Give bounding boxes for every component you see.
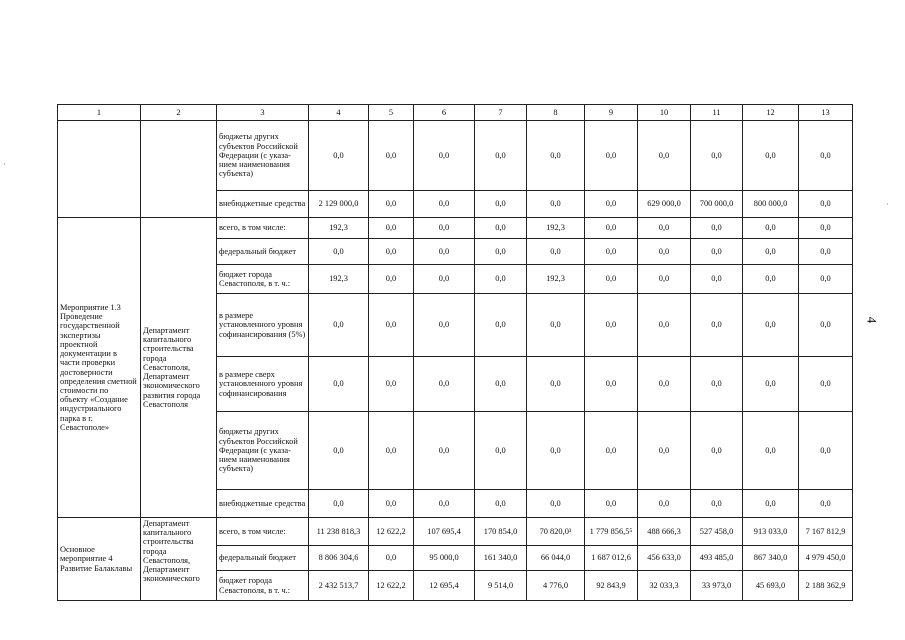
- measure-name-cell: Мероприятие 1.3 Проведение государственной экспертизы проектной документации в части проверки достоверности определения сметной стоимости по объекту «Создание индустриального парка в г. Севастополе»: [58, 218, 141, 518]
- value-cell: 0,0: [369, 294, 414, 357]
- value-cell: 0,0: [691, 412, 743, 490]
- measure-cell-empty: [58, 121, 141, 218]
- value-cell: 493 485,0: [691, 546, 743, 571]
- col-header: 1: [58, 105, 141, 121]
- measure-name-cell: Основное мероприятие 4 Развитие Балаклавы: [58, 518, 141, 601]
- value-cell: 527 458,0: [691, 518, 743, 546]
- value-cell: 0,0: [638, 218, 691, 239]
- value-cell: 0,0: [691, 218, 743, 239]
- value-cell: 0,0: [743, 412, 799, 490]
- value-cell: 0,0: [475, 121, 527, 191]
- value-cell: 1 687 012,6: [585, 546, 638, 571]
- value-cell: 0,0: [414, 412, 475, 490]
- value-cell: 0,0: [527, 239, 585, 265]
- value-cell: 1 779 856,5⁵: [585, 518, 638, 546]
- value-cell: 0,0: [414, 218, 475, 239]
- value-cell: 33 973,0: [691, 571, 743, 601]
- col-header: 10: [638, 105, 691, 121]
- table-row: [58, 518, 853, 546]
- executor-cell: Департамент капитального строительства города Севастополя, Департамент экономического: [141, 518, 217, 601]
- value-cell: 12 622,2: [369, 571, 414, 601]
- value-cell: 0,0: [691, 121, 743, 191]
- col-header: 2: [141, 105, 217, 121]
- source-cell: бюджет города Севастополя, в т. ч.:: [217, 265, 309, 294]
- value-cell: 0,0: [414, 239, 475, 265]
- value-cell: 192,3: [309, 218, 369, 239]
- value-cell: 0,0: [309, 490, 369, 518]
- value-cell: 800 000,0: [743, 191, 799, 218]
- scan-speck: ·: [3, 160, 6, 169]
- page-number: 4: [864, 316, 880, 324]
- value-cell: 0,0: [799, 490, 853, 518]
- source-cell: бюджет города Севастополя, в т. ч.:: [217, 571, 309, 601]
- value-cell: 0,0: [585, 490, 638, 518]
- value-cell: 0,0: [743, 239, 799, 265]
- value-cell: 0,0: [638, 490, 691, 518]
- col-header: 13: [799, 105, 853, 121]
- value-cell: 192,3: [527, 218, 585, 239]
- value-cell: 0,0: [585, 294, 638, 357]
- source-cell: федеральный бюджет: [217, 546, 309, 571]
- value-cell: 0,0: [691, 357, 743, 412]
- value-cell: 0,0: [638, 121, 691, 191]
- value-cell: 2 432 513,7: [309, 571, 369, 601]
- value-cell: 0,0: [638, 357, 691, 412]
- value-cell: 488 666,3: [638, 518, 691, 546]
- value-cell: 0,0: [309, 121, 369, 191]
- value-cell: 0,0: [691, 490, 743, 518]
- col-header: 4: [309, 105, 369, 121]
- value-cell: 0,0: [414, 121, 475, 191]
- value-cell: 2 188 362,9: [799, 571, 853, 601]
- value-cell: 629 000,0: [638, 191, 691, 218]
- col-header: 9: [585, 105, 638, 121]
- value-cell: 0,0: [527, 490, 585, 518]
- table-row: [58, 218, 853, 239]
- value-cell: 0,0: [799, 218, 853, 239]
- value-cell: 0,0: [369, 218, 414, 239]
- value-cell: 0,0: [799, 121, 853, 191]
- value-cell: 0,0: [369, 357, 414, 412]
- value-cell: 0,0: [414, 294, 475, 357]
- source-cell: в размере установленного уровня софинансирования (5%): [217, 294, 309, 357]
- value-cell: 0,0: [414, 191, 475, 218]
- value-cell: 0,0: [369, 412, 414, 490]
- value-cell: 0,0: [638, 412, 691, 490]
- value-cell: 0,0: [475, 218, 527, 239]
- source-cell: федеральный бюджет: [217, 239, 309, 265]
- value-cell: 0,0: [414, 357, 475, 412]
- source-cell: бюджеты других субъектов Российской Федерации (с указа-нием наименования субъекта): [217, 121, 309, 191]
- col-header: 11: [691, 105, 743, 121]
- value-cell: 0,0: [527, 357, 585, 412]
- value-cell: 0,0: [799, 412, 853, 490]
- value-cell: 0,0: [799, 294, 853, 357]
- value-cell: 0,0: [369, 121, 414, 191]
- value-cell: 2 129 000,0: [309, 191, 369, 218]
- value-cell: 0,0: [743, 265, 799, 294]
- value-cell: 0,0: [691, 294, 743, 357]
- executor-cell: Департамент капитального строительства города Севастополя, Департамент экономического развития города Севастополя: [141, 218, 217, 518]
- value-cell: 4 979 450,0: [799, 546, 853, 571]
- value-cell: 0,0: [414, 265, 475, 294]
- value-cell: 45 693,0: [743, 571, 799, 601]
- value-cell: 0,0: [527, 191, 585, 218]
- value-cell: 456 633,0: [638, 546, 691, 571]
- scan-speck: ·: [886, 200, 889, 209]
- value-cell: 0,0: [585, 121, 638, 191]
- value-cell: 0,0: [638, 265, 691, 294]
- value-cell: 0,0: [743, 357, 799, 412]
- value-cell: 0,0: [799, 239, 853, 265]
- value-cell: 0,0: [369, 265, 414, 294]
- value-cell: 0,0: [585, 191, 638, 218]
- value-cell: 4 776,0: [527, 571, 585, 601]
- value-cell: 9 514,0: [475, 571, 527, 601]
- value-cell: 192,3: [527, 265, 585, 294]
- value-cell: 700 000,0: [691, 191, 743, 218]
- source-cell: всего, в том числе:: [217, 218, 309, 239]
- value-cell: 0,0: [309, 357, 369, 412]
- value-cell: 0,0: [527, 294, 585, 357]
- col-header: 12: [743, 105, 799, 121]
- col-header: 3: [217, 105, 309, 121]
- executor-cell-empty: [141, 121, 217, 218]
- value-cell: 0,0: [309, 412, 369, 490]
- value-cell: 0,0: [691, 265, 743, 294]
- value-cell: 0,0: [475, 357, 527, 412]
- value-cell: 0,0: [309, 239, 369, 265]
- value-cell: 11 238 818,3: [309, 518, 369, 546]
- value-cell: 192,3: [309, 265, 369, 294]
- value-cell: 0,0: [475, 294, 527, 357]
- source-cell: бюджеты других субъектов Российской Федерации (с указа-нием наименования субъекта): [217, 412, 309, 490]
- col-header: 5: [369, 105, 414, 121]
- value-cell: 12 622,2: [369, 518, 414, 546]
- value-cell: 92 843,9: [585, 571, 638, 601]
- value-cell: 66 044,0: [527, 546, 585, 571]
- value-cell: 0,0: [475, 412, 527, 490]
- value-cell: 0,0: [585, 265, 638, 294]
- value-cell: 0,0: [799, 191, 853, 218]
- source-cell: в размере сверх установленного уровня софинансирования: [217, 357, 309, 412]
- value-cell: 0,0: [743, 490, 799, 518]
- value-cell: 0,0: [369, 239, 414, 265]
- value-cell: 0,0: [743, 121, 799, 191]
- value-cell: 913 033,0: [743, 518, 799, 546]
- value-cell: 0,0: [414, 490, 475, 518]
- header-row: [58, 105, 853, 121]
- value-cell: 0,0: [475, 191, 527, 218]
- value-cell: 0,0: [691, 239, 743, 265]
- value-cell: 8 806 304,6: [309, 546, 369, 571]
- value-cell: 170 854,0: [475, 518, 527, 546]
- value-cell: 0,0: [743, 218, 799, 239]
- source-cell: всего, в том числе:: [217, 518, 309, 546]
- value-cell: 161 340,0: [475, 546, 527, 571]
- col-header: 7: [475, 105, 527, 121]
- source-cell: внебюджетные средства: [217, 191, 309, 218]
- value-cell: 0,0: [475, 265, 527, 294]
- budget-table: [57, 104, 853, 601]
- value-cell: 0,0: [369, 546, 414, 571]
- value-cell: 0,0: [369, 490, 414, 518]
- value-cell: 0,0: [527, 412, 585, 490]
- value-cell: 107 695,4: [414, 518, 475, 546]
- value-cell: 70 820,0³: [527, 518, 585, 546]
- value-cell: 867 340,0: [743, 546, 799, 571]
- value-cell: 0,0: [638, 294, 691, 357]
- value-cell: 0,0: [527, 121, 585, 191]
- value-cell: 0,0: [475, 490, 527, 518]
- col-header: 6: [414, 105, 475, 121]
- value-cell: 32 033,3: [638, 571, 691, 601]
- value-cell: 0,0: [369, 191, 414, 218]
- value-cell: 0,0: [475, 239, 527, 265]
- value-cell: 0,0: [585, 218, 638, 239]
- value-cell: 0,0: [585, 357, 638, 412]
- value-cell: 95 000,0: [414, 546, 475, 571]
- value-cell: 12 695,4: [414, 571, 475, 601]
- value-cell: 0,0: [799, 357, 853, 412]
- value-cell: 0,0: [743, 294, 799, 357]
- value-cell: 0,0: [585, 239, 638, 265]
- value-cell: 0,0: [638, 239, 691, 265]
- value-cell: 0,0: [799, 265, 853, 294]
- table-row: [58, 121, 853, 191]
- value-cell: 0,0: [309, 294, 369, 357]
- value-cell: 7 167 812,9: [799, 518, 853, 546]
- value-cell: 0,0: [585, 412, 638, 490]
- source-cell: внебюджетные средства: [217, 490, 309, 518]
- col-header: 8: [527, 105, 585, 121]
